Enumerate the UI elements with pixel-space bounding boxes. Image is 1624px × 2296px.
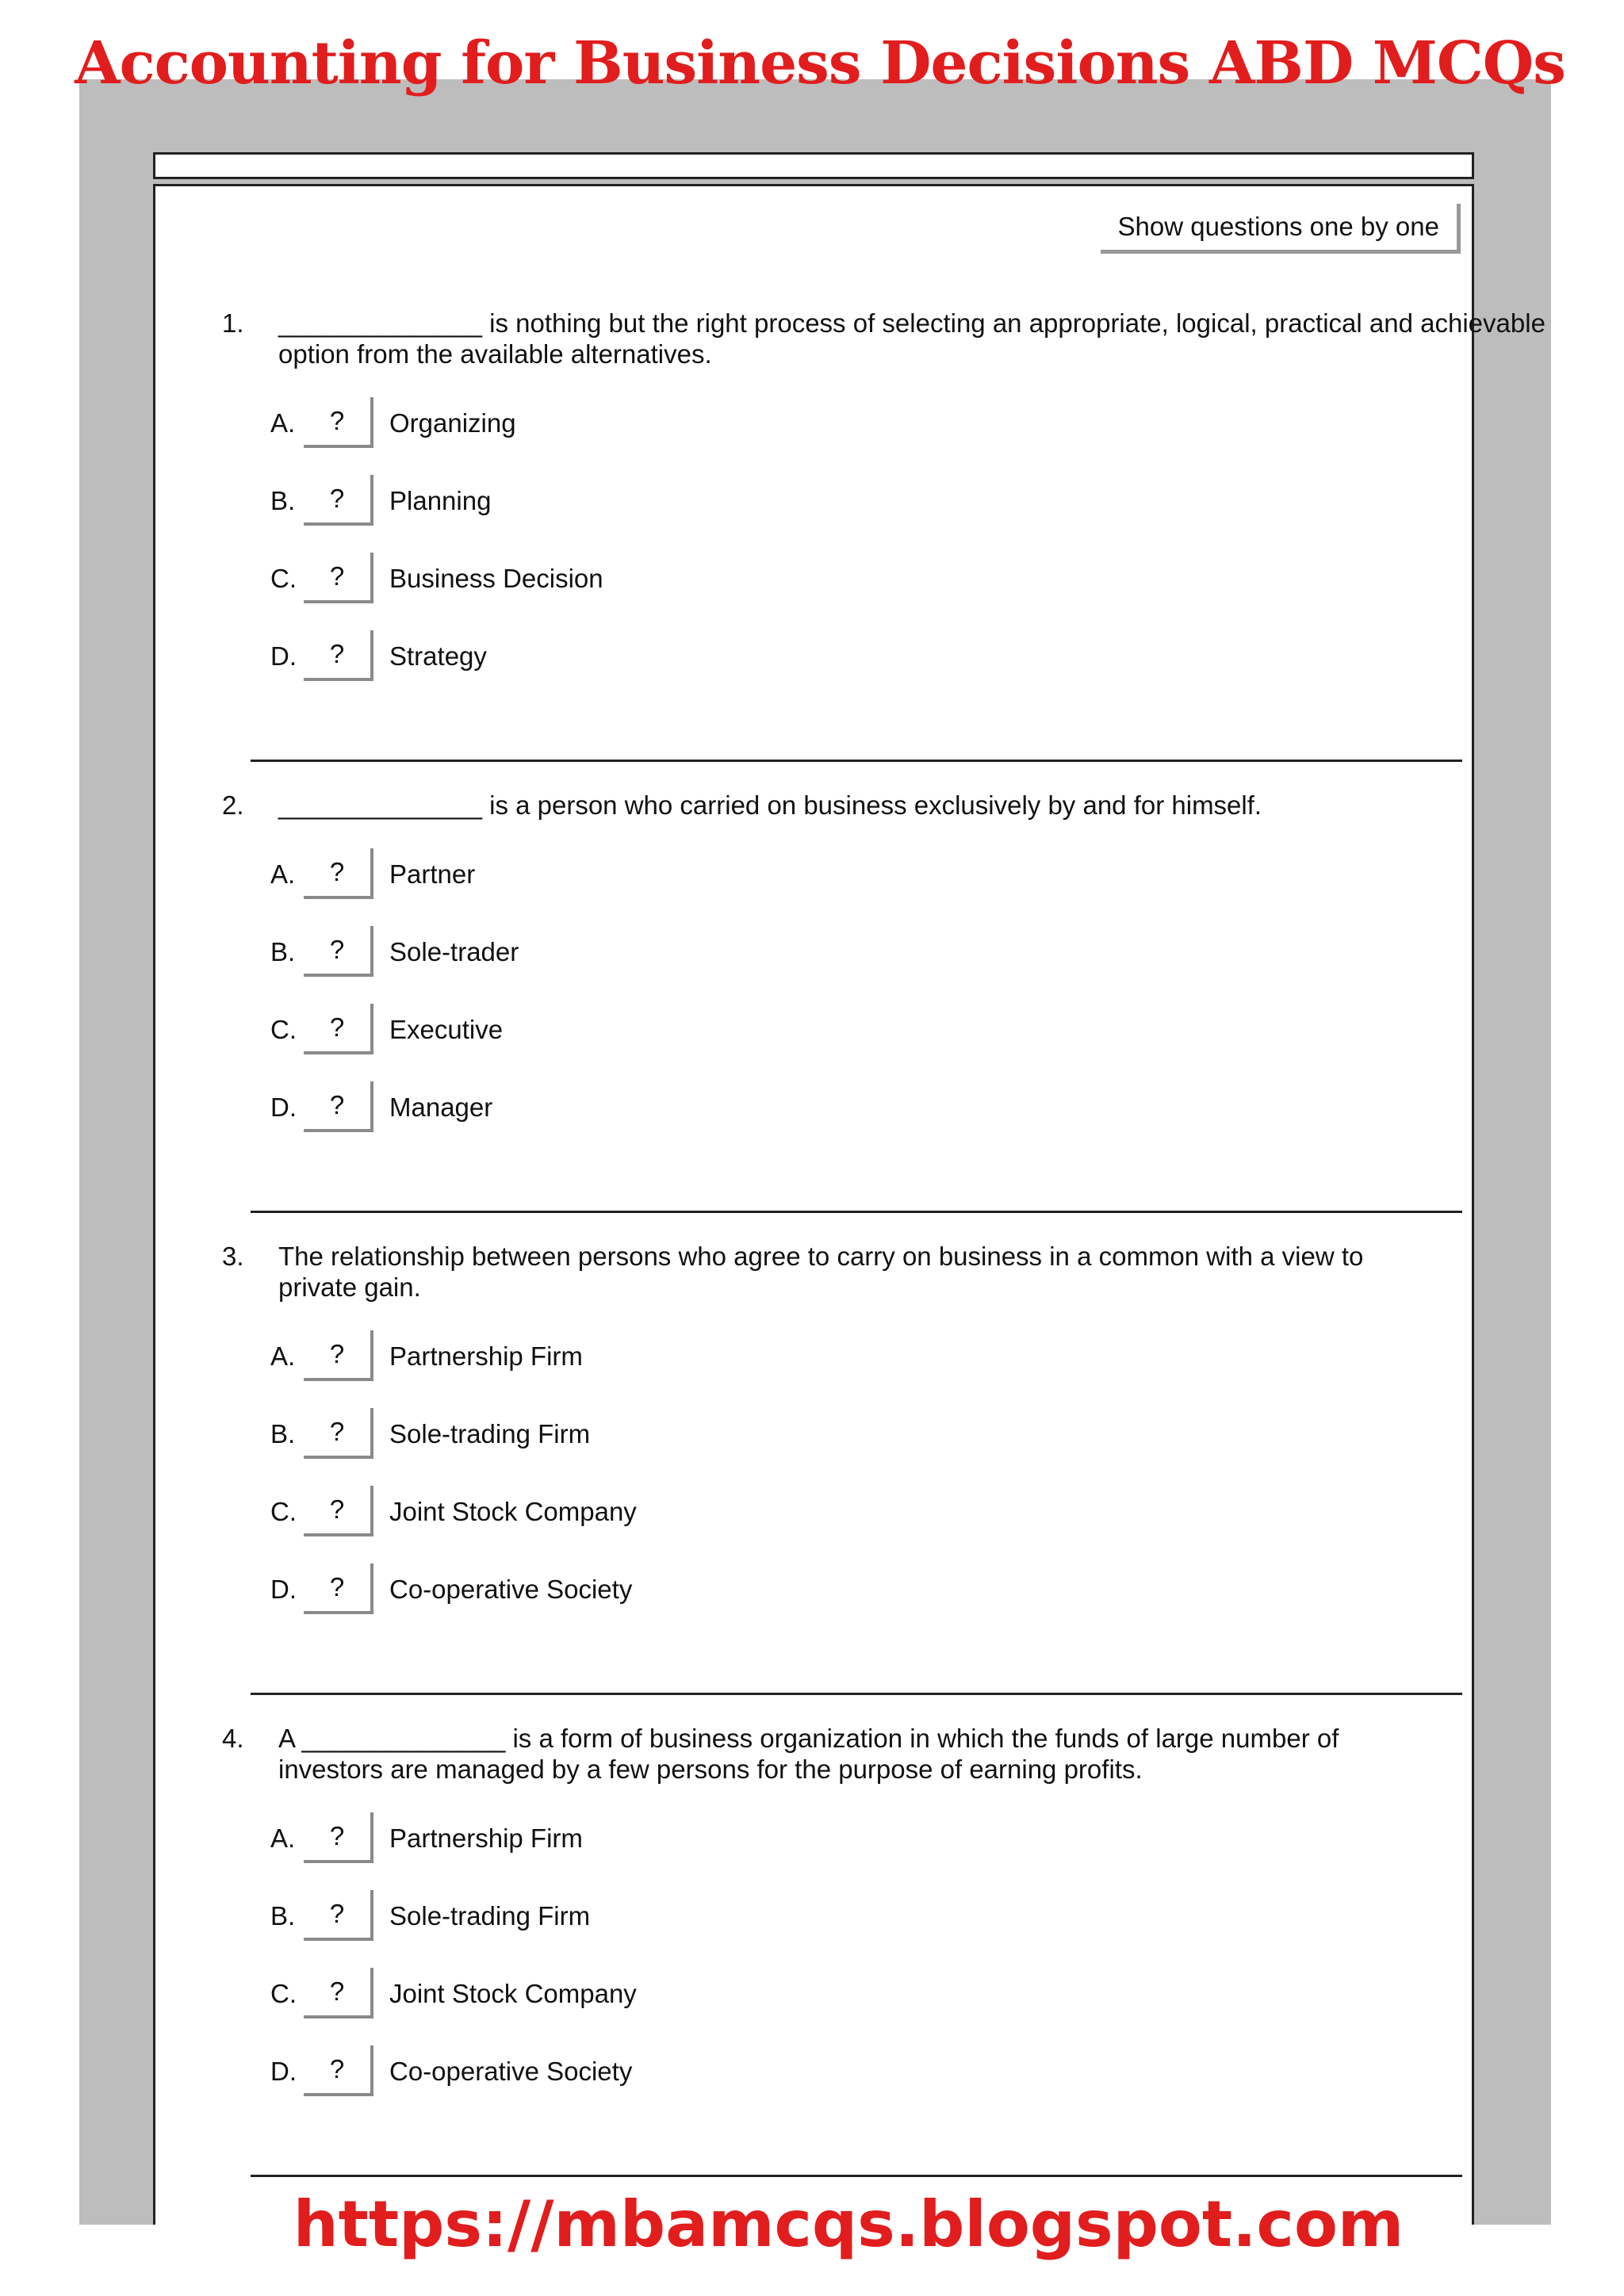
question-divider <box>251 1693 1462 1695</box>
question-text: ______________ is a person who carried on business exclusively by and for himself. <box>278 790 1262 820</box>
answer-button[interactable]: ? <box>304 926 373 977</box>
choice-letter: A. <box>270 1823 296 1853</box>
choice-letter: B. <box>270 1419 296 1448</box>
choice-text: Executive <box>389 1015 504 1044</box>
question-text: ______________ is nothing but the right process of selecting an appropriate, logical, practical and achievable option from the available alternatives. <box>278 308 1545 369</box>
answer-button[interactable]: ? <box>304 1968 373 2019</box>
choice-text: Joint Stock Company <box>389 1979 637 2008</box>
choice-text: Planning <box>389 486 492 515</box>
question-text: A ______________ is a form of business organization in which the funds of large number of investors are managed by a few persons for the purpose of earning profits. <box>278 1724 1339 1784</box>
choice-text: Organizing <box>389 408 516 438</box>
choice-text: Joint Stock Company <box>389 1497 637 1526</box>
top-bar <box>153 152 1474 179</box>
choice-letter: B. <box>270 486 296 515</box>
answer-button[interactable]: ? <box>304 1408 373 1459</box>
question-number: 1. <box>222 308 244 338</box>
choice-letter: D. <box>270 1575 297 1604</box>
choice-text: Strategy <box>389 641 487 671</box>
answer-button[interactable]: ? <box>304 397 373 448</box>
choice-letter: C. <box>270 1015 297 1044</box>
answer-button[interactable]: ? <box>304 1081 373 1132</box>
choice-letter: D. <box>270 641 297 671</box>
answer-button[interactable]: ? <box>304 1812 373 1863</box>
choice-letter: B. <box>270 1901 296 1931</box>
answer-button[interactable]: ? <box>304 553 373 603</box>
choice-letter: A. <box>270 859 296 889</box>
question-divider <box>251 760 1462 762</box>
quiz-panel <box>153 184 1545 2225</box>
answer-button[interactable]: ? <box>304 1890 373 1941</box>
choice-letter: B. <box>270 937 296 966</box>
choice-text: Sole-trading Firm <box>389 1419 591 1448</box>
choice-text: Partnership Firm <box>389 1341 583 1371</box>
choice-letter: C. <box>270 1497 297 1526</box>
answer-button[interactable]: ? <box>304 1004 373 1054</box>
question-number: 4. <box>222 1724 244 1753</box>
choice-text: Co-operative Society <box>389 1575 633 1604</box>
choice-text: Partnership Firm <box>389 1823 583 1853</box>
answer-button[interactable]: ? <box>304 475 373 526</box>
choice-text: Manager <box>389 1093 493 1122</box>
answer-button[interactable]: ? <box>304 1330 373 1381</box>
choice-text: Sole-trading Firm <box>389 1901 591 1931</box>
site-url: https://mbamcqs.blogspot.com <box>293 2187 1404 2261</box>
choice-text: Business Decision <box>389 564 603 593</box>
choice-text: Co-operative Society <box>389 2057 633 2086</box>
show-questions-one-by-one-button[interactable]: Show questions one by one <box>1101 204 1461 254</box>
answer-button[interactable]: ? <box>304 1486 373 1536</box>
question-text: The relationship between persons who agree to carry on business in a common with a view to private gain. <box>278 1242 1364 1302</box>
choice-letter: C. <box>270 1979 297 2008</box>
choice-text: Partner <box>389 859 476 889</box>
question-divider <box>251 2175 1462 2177</box>
answer-button[interactable]: ? <box>304 630 373 681</box>
choice-letter: A. <box>270 408 296 438</box>
answer-button[interactable]: ? <box>304 2045 373 2096</box>
choice-letter: A. <box>270 1341 296 1371</box>
question-number: 2. <box>222 790 244 820</box>
question-divider <box>251 1211 1462 1213</box>
answer-button[interactable]: ? <box>304 848 373 899</box>
page-title: Accounting for Business Decisions ABD MCQs <box>75 29 1565 98</box>
choice-letter: D. <box>270 1093 297 1122</box>
choice-letter: D. <box>270 2057 297 2086</box>
choice-letter: C. <box>270 564 297 593</box>
choice-text: Sole-trader <box>389 937 519 966</box>
question-number: 3. <box>222 1242 244 1271</box>
answer-button[interactable]: ? <box>304 1563 373 1614</box>
